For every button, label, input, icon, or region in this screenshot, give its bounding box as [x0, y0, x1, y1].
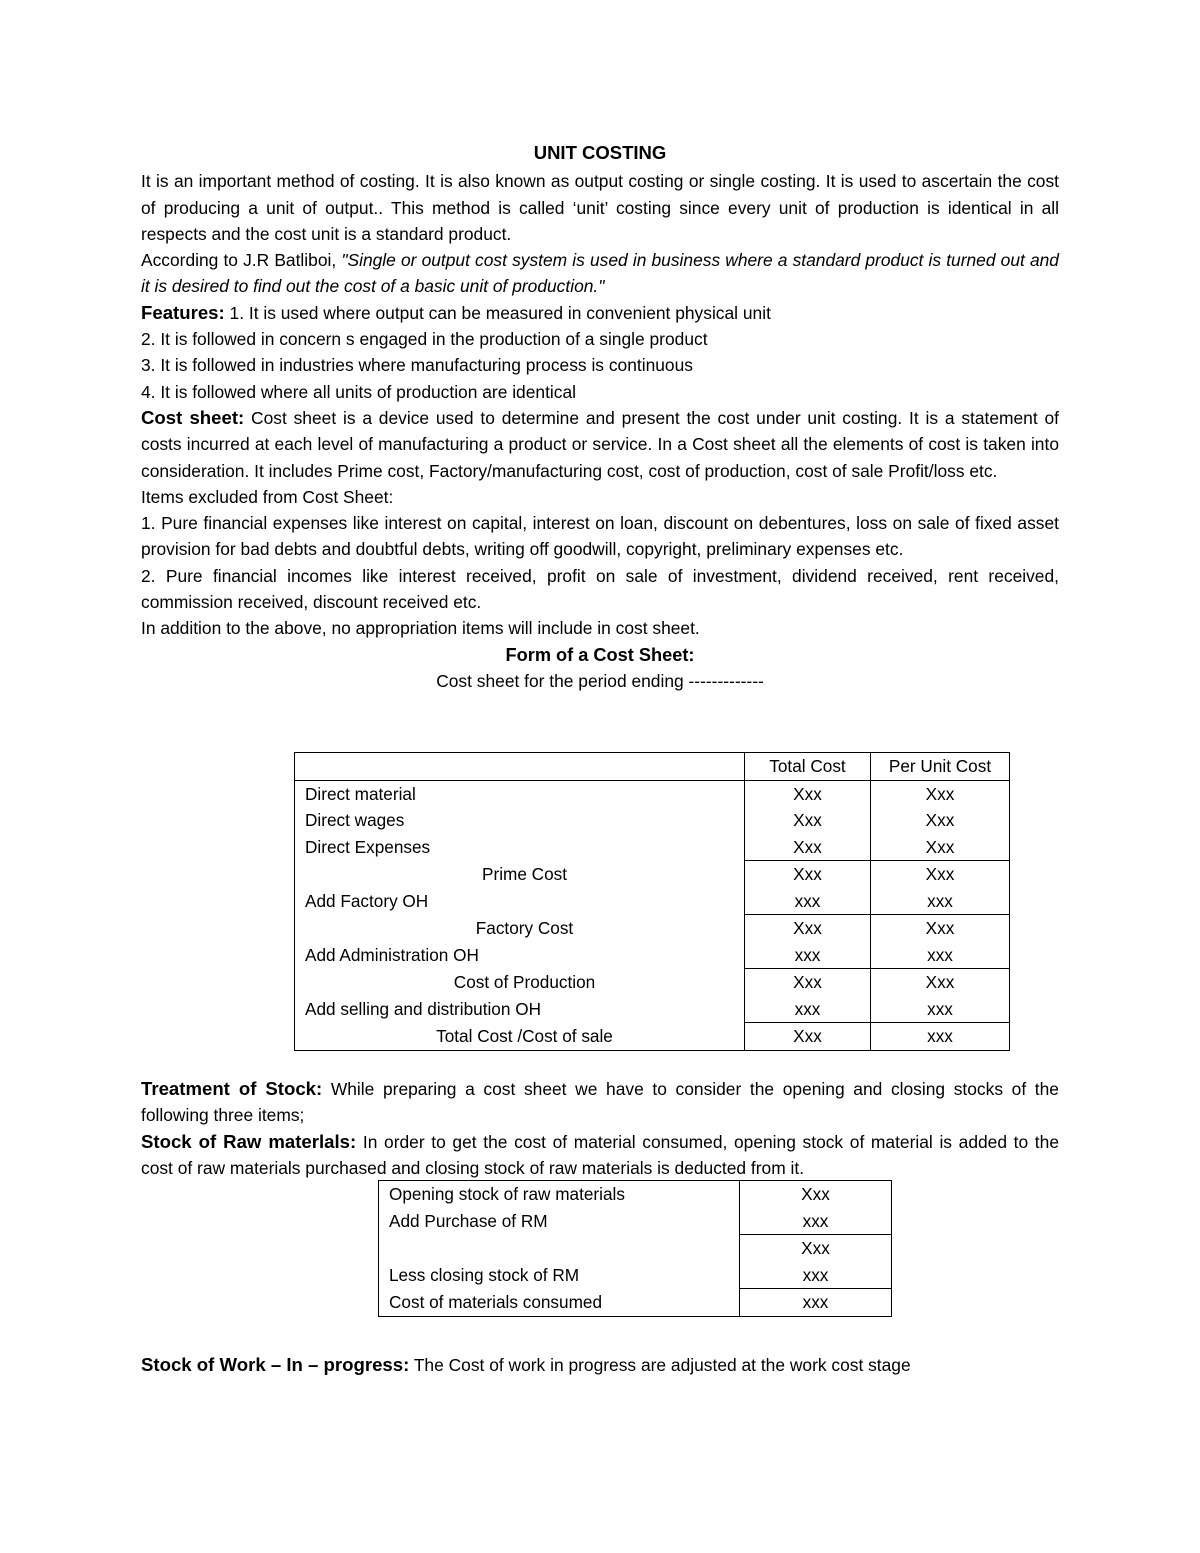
row-label: Less closing stock of RM: [379, 1262, 740, 1289]
row-unit: Xxx: [871, 969, 1010, 996]
row-label: Total Cost /Cost of sale: [295, 1023, 745, 1051]
row-total: Xxx: [745, 1023, 871, 1051]
quote-text: "Single or output cost system is used in business where a standard product is turned out and it is desired to find out the cost of a basic unit of production.": [141, 250, 1059, 297]
cost-sheet-table: [294, 752, 1010, 1051]
row-label: Cost of materials consumed: [379, 1289, 740, 1317]
table-row: [295, 780, 1010, 807]
stock-section: [141, 1076, 1059, 1181]
row-value: xxx: [740, 1208, 892, 1235]
row-value: xxx: [740, 1289, 892, 1317]
row-total: Xxx: [745, 861, 871, 888]
cost-sheet-heading: Cost sheet:: [141, 406, 245, 428]
row-label: Add selling and distribution OH: [295, 996, 745, 1023]
row-total: Xxx: [745, 834, 871, 861]
intro-paragraph: It is an important method of costing. It is also known as output costing or single costing. It is used to ascertain the cost of producing a unit of output.. This method is called ‘unit’ costing since every unit of production is identical in all respects and the cost unit is a standard product.: [141, 171, 1059, 244]
excluded-heading: Items excluded from Cost Sheet:: [141, 486, 394, 507]
row-label: [379, 1235, 740, 1262]
row-label: Factory Cost: [295, 915, 745, 942]
row-label: Add Purchase of RM: [379, 1208, 740, 1235]
row-total: xxx: [745, 888, 871, 915]
row-unit: xxx: [871, 888, 1010, 915]
row-label: Direct wages: [295, 807, 745, 834]
table-row-subtotal: [295, 861, 1010, 888]
feature-item: 3. It is followed in industries where manufacturing process is continuous: [141, 355, 693, 376]
row-total: xxx: [745, 996, 871, 1023]
wip-heading: Stock of Work – In – progress:: [141, 1354, 410, 1375]
raw-material-heading: Stock of Raw materlals:: [141, 1130, 357, 1152]
row-value: xxx: [740, 1262, 892, 1289]
features-line-1: [141, 300, 1059, 326]
treatment-text: While preparing a cost sheet we have to consider the opening and closing stocks of the following three items;: [141, 1079, 1059, 1126]
header-blank-cell: [295, 753, 745, 781]
row-label: Add Administration OH: [295, 942, 745, 969]
raw-material-paragraph: [141, 1129, 1059, 1182]
row-unit: Xxx: [871, 807, 1010, 834]
row-unit: Xxx: [871, 780, 1010, 807]
row-total: xxx: [745, 942, 871, 969]
row-label: Direct Expenses: [295, 834, 745, 861]
table-header-row: [295, 753, 1010, 781]
row-total: Xxx: [745, 780, 871, 807]
row-unit: Xxx: [871, 834, 1010, 861]
row-total: Xxx: [745, 969, 871, 996]
cost-sheet-text: Cost sheet is a device used to determine and present the cost under unit costing. It is a statement of costs incurred at each level of manufacturing a product or service. In a Cost sheet all the elements of cost is taken into consideration. It includes Prime cost, Factory/manufacturing cost, cost of production, cost of sale Profit/loss etc.: [141, 407, 1059, 481]
treatment-heading: Treatment of Stock:: [141, 1078, 323, 1099]
wip-text: The Cost of work in progress are adjusted at the work cost stage: [409, 1355, 911, 1375]
row-unit: xxx: [871, 942, 1010, 969]
header-total-cost: Total Cost: [745, 753, 871, 781]
row-value: Xxx: [740, 1235, 892, 1262]
row-label: Prime Cost: [295, 861, 745, 888]
raw-material-table: [378, 1180, 892, 1317]
row-unit: xxx: [871, 1023, 1010, 1051]
page-title: UNIT COSTING: [533, 142, 667, 163]
table-row: [295, 834, 1010, 861]
table-row: [295, 807, 1010, 834]
row-label: Cost of Production: [295, 969, 745, 996]
raw-material-text: In order to get the cost of material consumed, opening stock of material is added to the cost of raw materials purchased and closing stock of raw materials is deducted from it.: [141, 1131, 1059, 1178]
row-unit: Xxx: [871, 915, 1010, 942]
document-page: [141, 140, 1059, 1375]
table-row-total: [379, 1289, 892, 1317]
header-per-unit-cost: Per Unit Cost: [871, 753, 1010, 781]
wip-section: [141, 1352, 1059, 1378]
feature-item: 2. It is followed in concern s engaged in the production of a single product: [141, 329, 708, 350]
feature-item: 1. It is used where output can be measured in convenient physical unit: [224, 302, 771, 323]
excluded-item-1: 1. Pure financial expenses like interest on capital, interest on loan, discount on debentures, loss on sale of fixed asset provision for bad debts and doubtful debts, writing off goodwill, copyright, preliminary expenses etc.: [141, 513, 1059, 560]
table-row-subtotal: [295, 969, 1010, 996]
row-label: Direct material: [295, 780, 745, 807]
feature-item: 4. It is followed where all units of production are identical: [141, 381, 577, 402]
features-heading: Features:: [141, 301, 225, 323]
row-label: Add Factory OH: [295, 888, 745, 915]
table-row: [379, 1208, 892, 1235]
row-unit: xxx: [871, 996, 1010, 1023]
table-row-subtotal: [295, 915, 1010, 942]
quote-lead: According to J.R Batliboi,: [141, 250, 342, 271]
table-row: [295, 942, 1010, 969]
row-value: Xxx: [740, 1181, 892, 1208]
row-label: Opening stock of raw materials: [379, 1181, 740, 1208]
excluded-item-2: 2. Pure financial incomes like interest received, profit on sale of investment, dividend received, rent received, commission received, discount received etc.: [141, 565, 1059, 613]
row-total: Xxx: [745, 915, 871, 942]
quote-paragraph: [141, 247, 1059, 300]
table-row: [379, 1235, 892, 1262]
row-total: Xxx: [745, 807, 871, 834]
form-title: Form of a Cost Sheet:: [505, 644, 695, 665]
table-row: [379, 1181, 892, 1208]
wip-paragraph: [141, 1352, 1059, 1378]
table-row: [295, 888, 1010, 915]
form-subtitle: Cost sheet for the period ending -------------: [436, 670, 764, 691]
table-row: [295, 996, 1010, 1023]
row-unit: Xxx: [871, 861, 1010, 888]
excluded-note: In addition to the above, no appropriation items will include in cost sheet.: [141, 618, 700, 639]
treatment-paragraph: [141, 1076, 1059, 1129]
table-row: [379, 1262, 892, 1289]
cost-sheet-paragraph: [141, 405, 1059, 484]
table-row-total: [295, 1023, 1010, 1051]
